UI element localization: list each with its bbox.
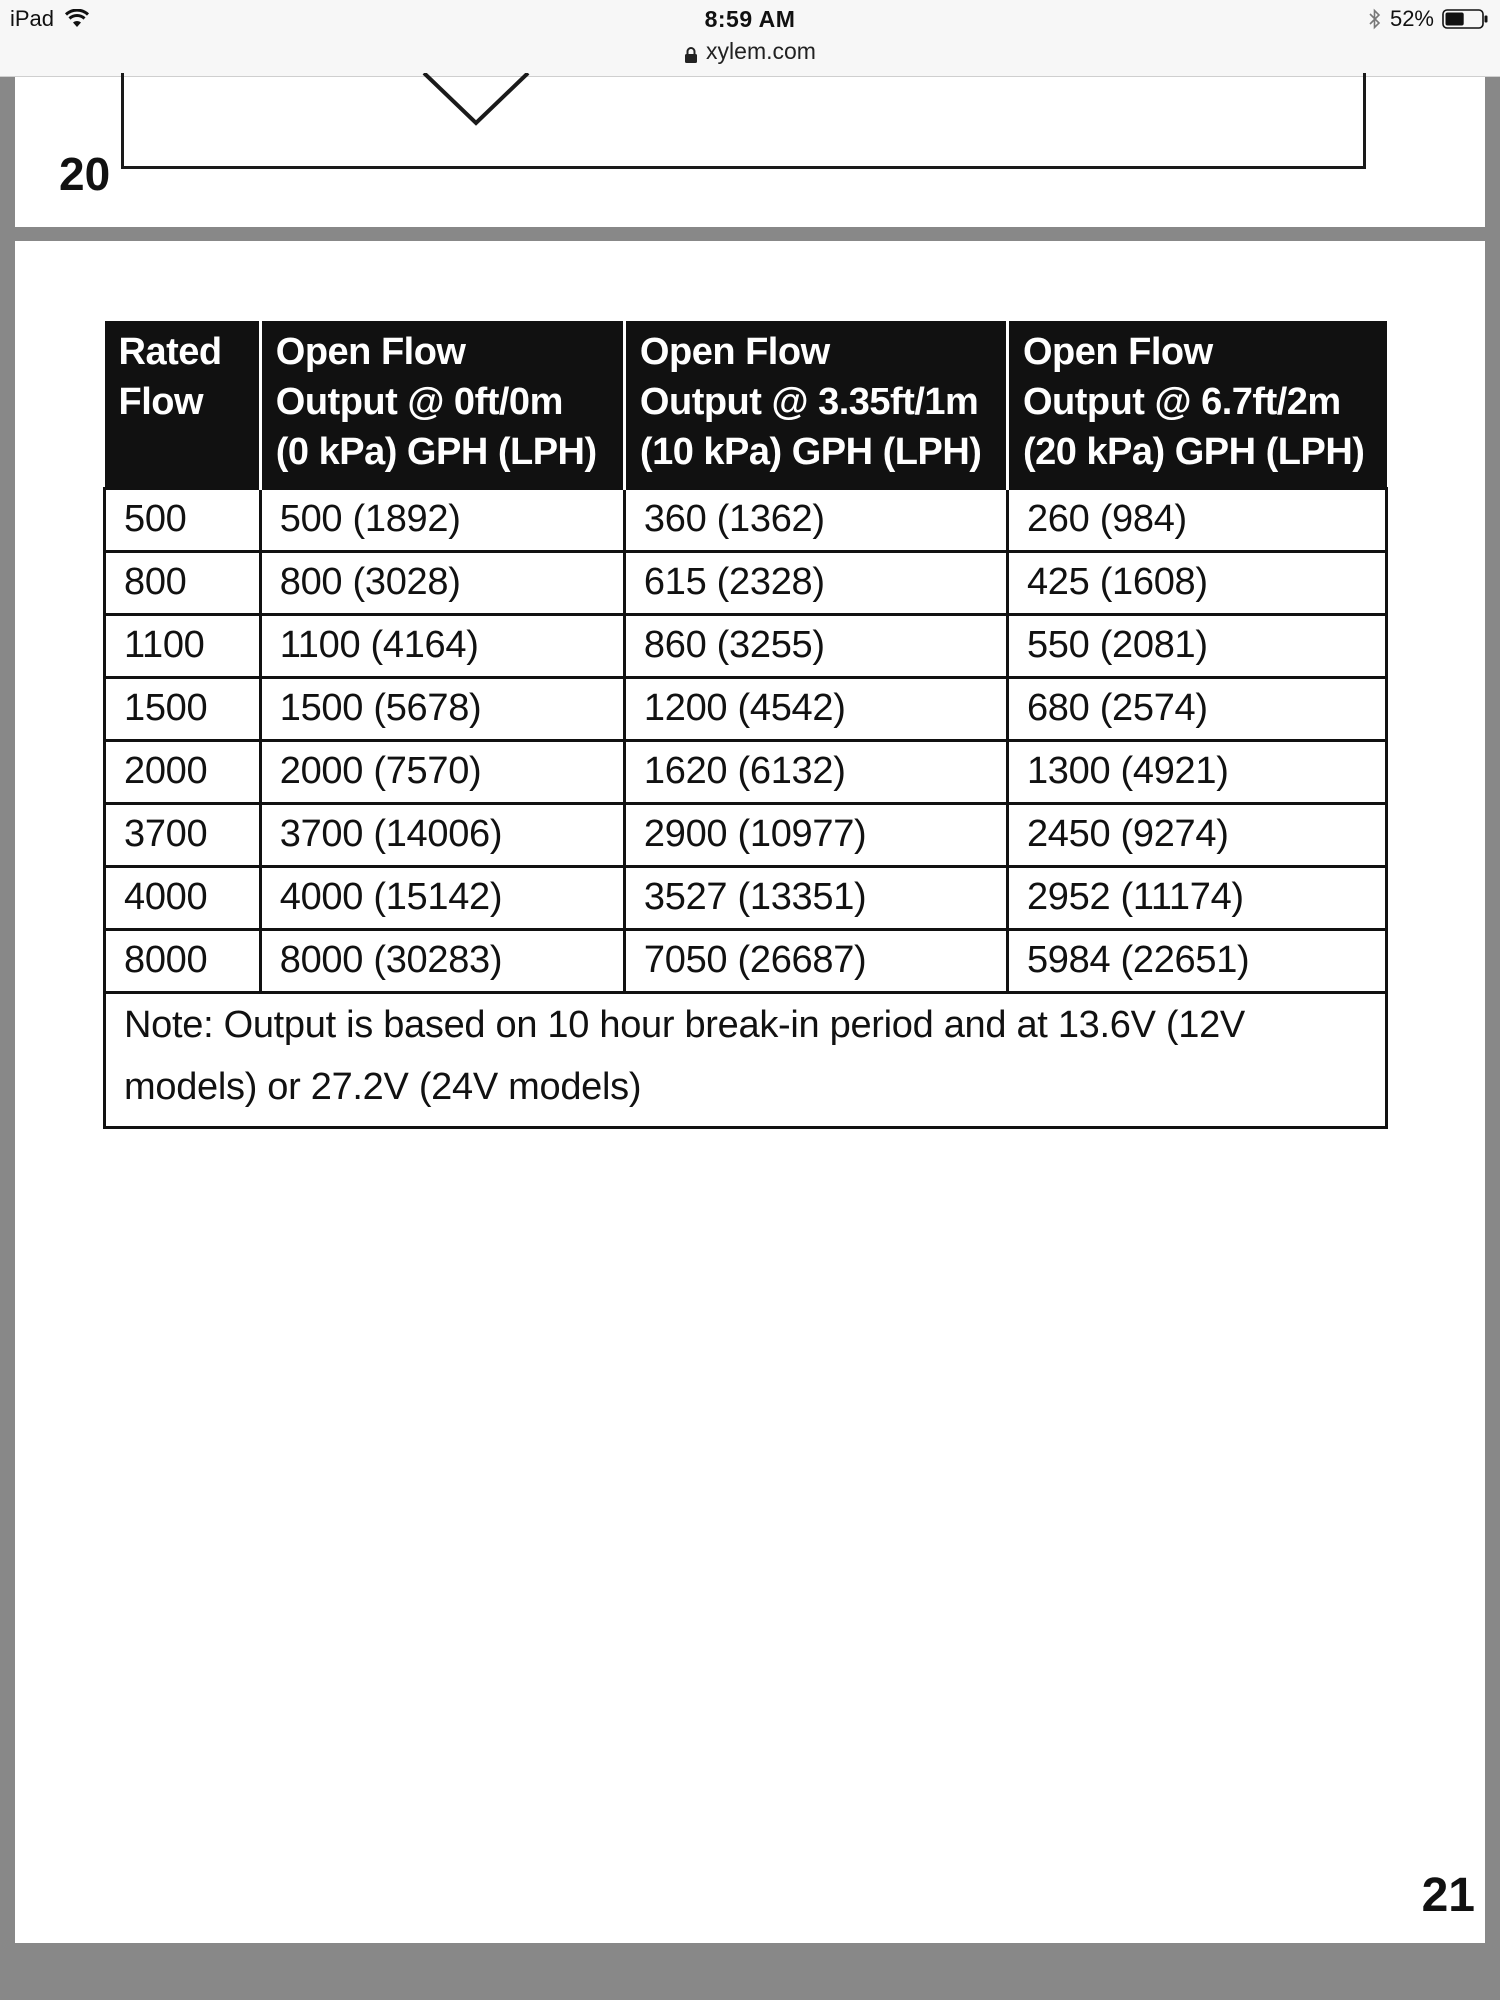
diagram-frame [121,73,1366,169]
cell-output-2m: 550 (2081) [1007,615,1386,678]
url-text[interactable]: xylem.com [706,38,816,64]
table-note: Note: Output is based on 10 hour break-in period and at 13.6V (12V models) or 27.2V (24V models) [105,993,1387,1128]
bluetooth-icon [1368,8,1382,30]
cell-output-0m: 1100 (4164) [260,615,624,678]
table-row [105,552,1387,615]
table-row [105,804,1387,867]
chevron-down-icon [422,73,530,132]
cell-output-1m: 7050 (26687) [624,930,1007,993]
header-output-1m: Open Flow Output @ 3.35ft/1m (10 kPa) GPH (LPH) [624,321,1007,489]
table-row [105,741,1387,804]
cell-rated-flow: 8000 [105,930,261,993]
cell-output-2m: 1300 (4921) [1007,741,1386,804]
cell-output-1m: 1200 (4542) [624,678,1007,741]
status-bar [0,0,1500,77]
cell-output-0m: 4000 (15142) [260,867,624,930]
cell-output-1m: 360 (1362) [624,489,1007,552]
header-output-0m: Open Flow Output @ 0ft/0m (0 kPa) GPH (LPH) [260,321,624,489]
cell-output-1m: 3527 (13351) [624,867,1007,930]
device-label: iPad [10,6,55,31]
flow-table [103,321,1388,1129]
cell-rated-flow: 3700 [105,804,261,867]
cell-output-2m: 680 (2574) [1007,678,1386,741]
cell-rated-flow: 500 [105,489,261,552]
clock: 8:59 AM [704,6,796,32]
page-number: 21 [1421,1869,1475,1922]
cell-output-0m: 8000 (30283) [260,930,624,993]
table-row [105,489,1387,552]
page-number: 20 [59,148,111,200]
cell-output-0m: 2000 (7570) [260,741,624,804]
cell-rated-flow: 1500 [105,678,261,741]
cell-output-2m: 5984 (22651) [1007,930,1386,993]
cell-output-0m: 800 (3028) [260,552,624,615]
cell-output-1m: 2900 (10977) [624,804,1007,867]
table-note-row [105,993,1387,1128]
cell-output-0m: 1500 (5678) [260,678,624,741]
cell-rated-flow: 1100 [105,615,261,678]
status-right [1368,6,1488,32]
header-output-2m: Open Flow Output @ 6.7ft/2m (20 kPa) GPH (LPH) [1007,321,1386,489]
lock-icon [684,43,698,61]
cell-output-1m: 615 (2328) [624,552,1007,615]
header-rated-flow: Rated Flow [105,321,261,489]
cell-output-0m: 500 (1892) [260,489,624,552]
cell-rated-flow: 2000 [105,741,261,804]
address-bar[interactable] [0,38,1500,65]
battery-icon [1442,9,1488,29]
table-row [105,930,1387,993]
cell-output-0m: 3700 (14006) [260,804,624,867]
cell-output-1m: 860 (3255) [624,615,1007,678]
table-row [105,678,1387,741]
cell-output-2m: 260 (984) [1007,489,1386,552]
cell-output-2m: 2952 (11174) [1007,867,1386,930]
table-row [105,615,1387,678]
cell-output-2m: 2450 (9274) [1007,804,1386,867]
cell-rated-flow: 800 [105,552,261,615]
battery-percent: 52% [1389,6,1434,31]
battery-fill [1446,13,1464,26]
page-20 [15,77,1485,227]
cell-output-1m: 1620 (6132) [624,741,1007,804]
cell-rated-flow: 4000 [105,867,261,930]
page-21 [15,241,1485,1943]
table-row [105,867,1387,930]
cell-output-2m: 425 (1608) [1007,552,1386,615]
table-header-row [105,321,1387,489]
